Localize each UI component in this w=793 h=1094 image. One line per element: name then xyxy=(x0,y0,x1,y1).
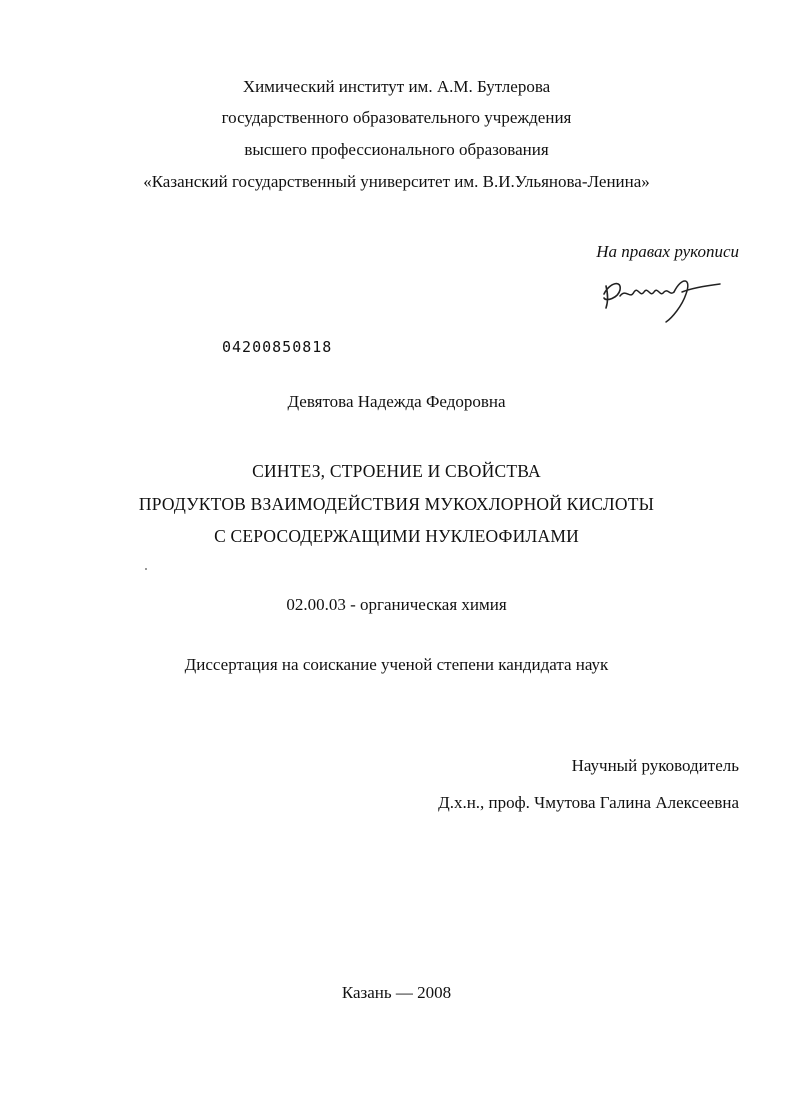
supervisor-label: Научный руководитель xyxy=(571,756,739,775)
manuscript-note: На правах рукописи xyxy=(596,242,739,261)
catalog-number: 04200850818 xyxy=(222,338,333,356)
title-line-3: С СЕРОСОДЕРЖАЩИМИ НУКЛЕОФИЛАМИ xyxy=(214,526,579,546)
author-name: Девятова Надежда Федоровна xyxy=(287,392,506,411)
institution-line-3: высшего профессионального образования xyxy=(244,140,549,159)
supervisor-name: Д.х.н., проф. Чмутова Галина Алексеевна xyxy=(438,793,739,812)
specialty: 02.00.03 - органическая химия xyxy=(286,595,507,614)
title-line-2: ПРОДУКТОВ ВЗАИМОДЕЙСТВИЯ МУКОХЛОРНОЙ КИСЛОТЫ xyxy=(138,494,655,514)
institution-line-4: «Казанский государственный университет им. В.И.Ульянова-Ленина» xyxy=(143,172,650,191)
degree-statement: Диссертация на соискание ученой степени кандидата наук xyxy=(184,655,609,674)
city-year: Казань — 2008 xyxy=(341,983,452,1002)
title-line-1: СИНТЕЗ, СТРОЕНИЕ И СВОЙСТВА xyxy=(252,461,541,481)
institution-line-1: Химический институт им. А.М. Бутлерова xyxy=(242,77,551,96)
institution-line-2: государственного образовательного учреждения xyxy=(221,108,572,127)
author-signature xyxy=(596,272,726,324)
scan-speck xyxy=(145,568,147,570)
